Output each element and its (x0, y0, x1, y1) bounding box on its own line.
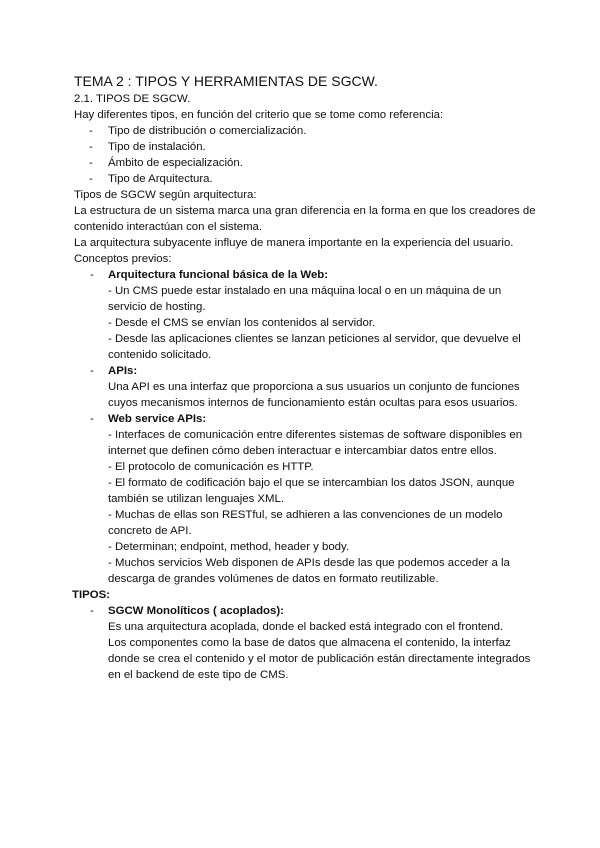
arch-paragraph: La arquitectura subyacente influye de manera importante en la experiencia del usuario. (74, 237, 514, 249)
concept-line: - Desde el CMS se envían los contenidos al servidor. (108, 317, 376, 329)
tipo-line: Los componentes como la base de datos que almacena el contenido, la interfaz donde se crea el contenido y el motor de publicación están directamente integrados en el backend de este tipo de CMS. (108, 637, 531, 681)
list-item: - Tipo de instalación. (74, 139, 540, 155)
concept-line: - El protocolo de comunicación es HTTP. (108, 461, 314, 473)
concept-line: - Muchas de ellas son RESTful, se adhieren a las convenciones de un modelo concreto de API. (108, 509, 503, 537)
list-item: - Tipo de distribución o comercialización. (74, 123, 540, 139)
intro-paragraph: Hay diferentes tipos, en función del criterio que se tome como referencia: (74, 109, 444, 121)
tipo-title: - SGCW Monolíticos ( acoplados): (108, 605, 284, 617)
concept-line: - Interfaces de comunicación entre diferentes sistemas de software disponibles en internet que definen cómo deben interactuar e intercambiar datos entre ellos. (108, 429, 523, 457)
arch-paragraph: La estructura de un sistema marca una gran diferencia en la forma en que los creadores de contenido interactúan con el sistema. (74, 205, 536, 233)
criteria-list (74, 123, 540, 187)
concept-title: - Web service APIs: (108, 413, 207, 425)
section-heading: 2.1. TIPOS DE SGCW. (74, 93, 191, 105)
arch-heading: Tipos de SGCW según arquitectura: (74, 189, 257, 201)
concept-line: - Muchos servicios Web disponen de APIs desde las que podemos acceder a la descarga de grandes volúmenes de datos en formato reutilizable. (108, 557, 510, 585)
concept-title: - APIs: (108, 365, 138, 377)
concept-line: Una API es una interfaz que proporciona a sus usuarios un conjunto de funciones cuyos mecanismos internos de funcionamiento están ocultas para esos usuarios. (108, 381, 520, 409)
concept-item (74, 267, 540, 363)
concept-title: - Arquitectura funcional básica de la Web: (108, 269, 329, 281)
list-item: - Tipo de Arquitectura. (74, 171, 540, 187)
concepts-list (74, 267, 540, 587)
concepts-heading: Conceptos previos: (74, 253, 172, 265)
concept-item (74, 363, 540, 411)
concept-line: - Un CMS puede estar instalado en una máquina local o en un máquina de un servicio de hosting. (108, 285, 502, 313)
concept-line: - Determinan; endpoint, method, header y body. (108, 541, 350, 553)
tipos-heading: TIPOS: (72, 589, 110, 601)
concept-line: - Desde las aplicaciones clientes se lanzan peticiones al servidor, que devuelve el contenido solicitado. (108, 333, 521, 361)
tipo-item (74, 603, 540, 683)
tipo-line: Es una arquitectura acoplada, donde el backed está integrado con el frontend. (108, 621, 504, 633)
concept-item (74, 411, 540, 587)
document-title: TEMA 2 : TIPOS Y HERRAMIENTAS DE SGCW. (74, 73, 378, 89)
concept-line: - El formato de codificación bajo el que se intercambian los datos JSON, aunque también se utilizan lenguajes XML. (108, 477, 515, 505)
list-item: - Ámbito de especialización. (74, 155, 540, 171)
tipos-list (74, 603, 540, 683)
